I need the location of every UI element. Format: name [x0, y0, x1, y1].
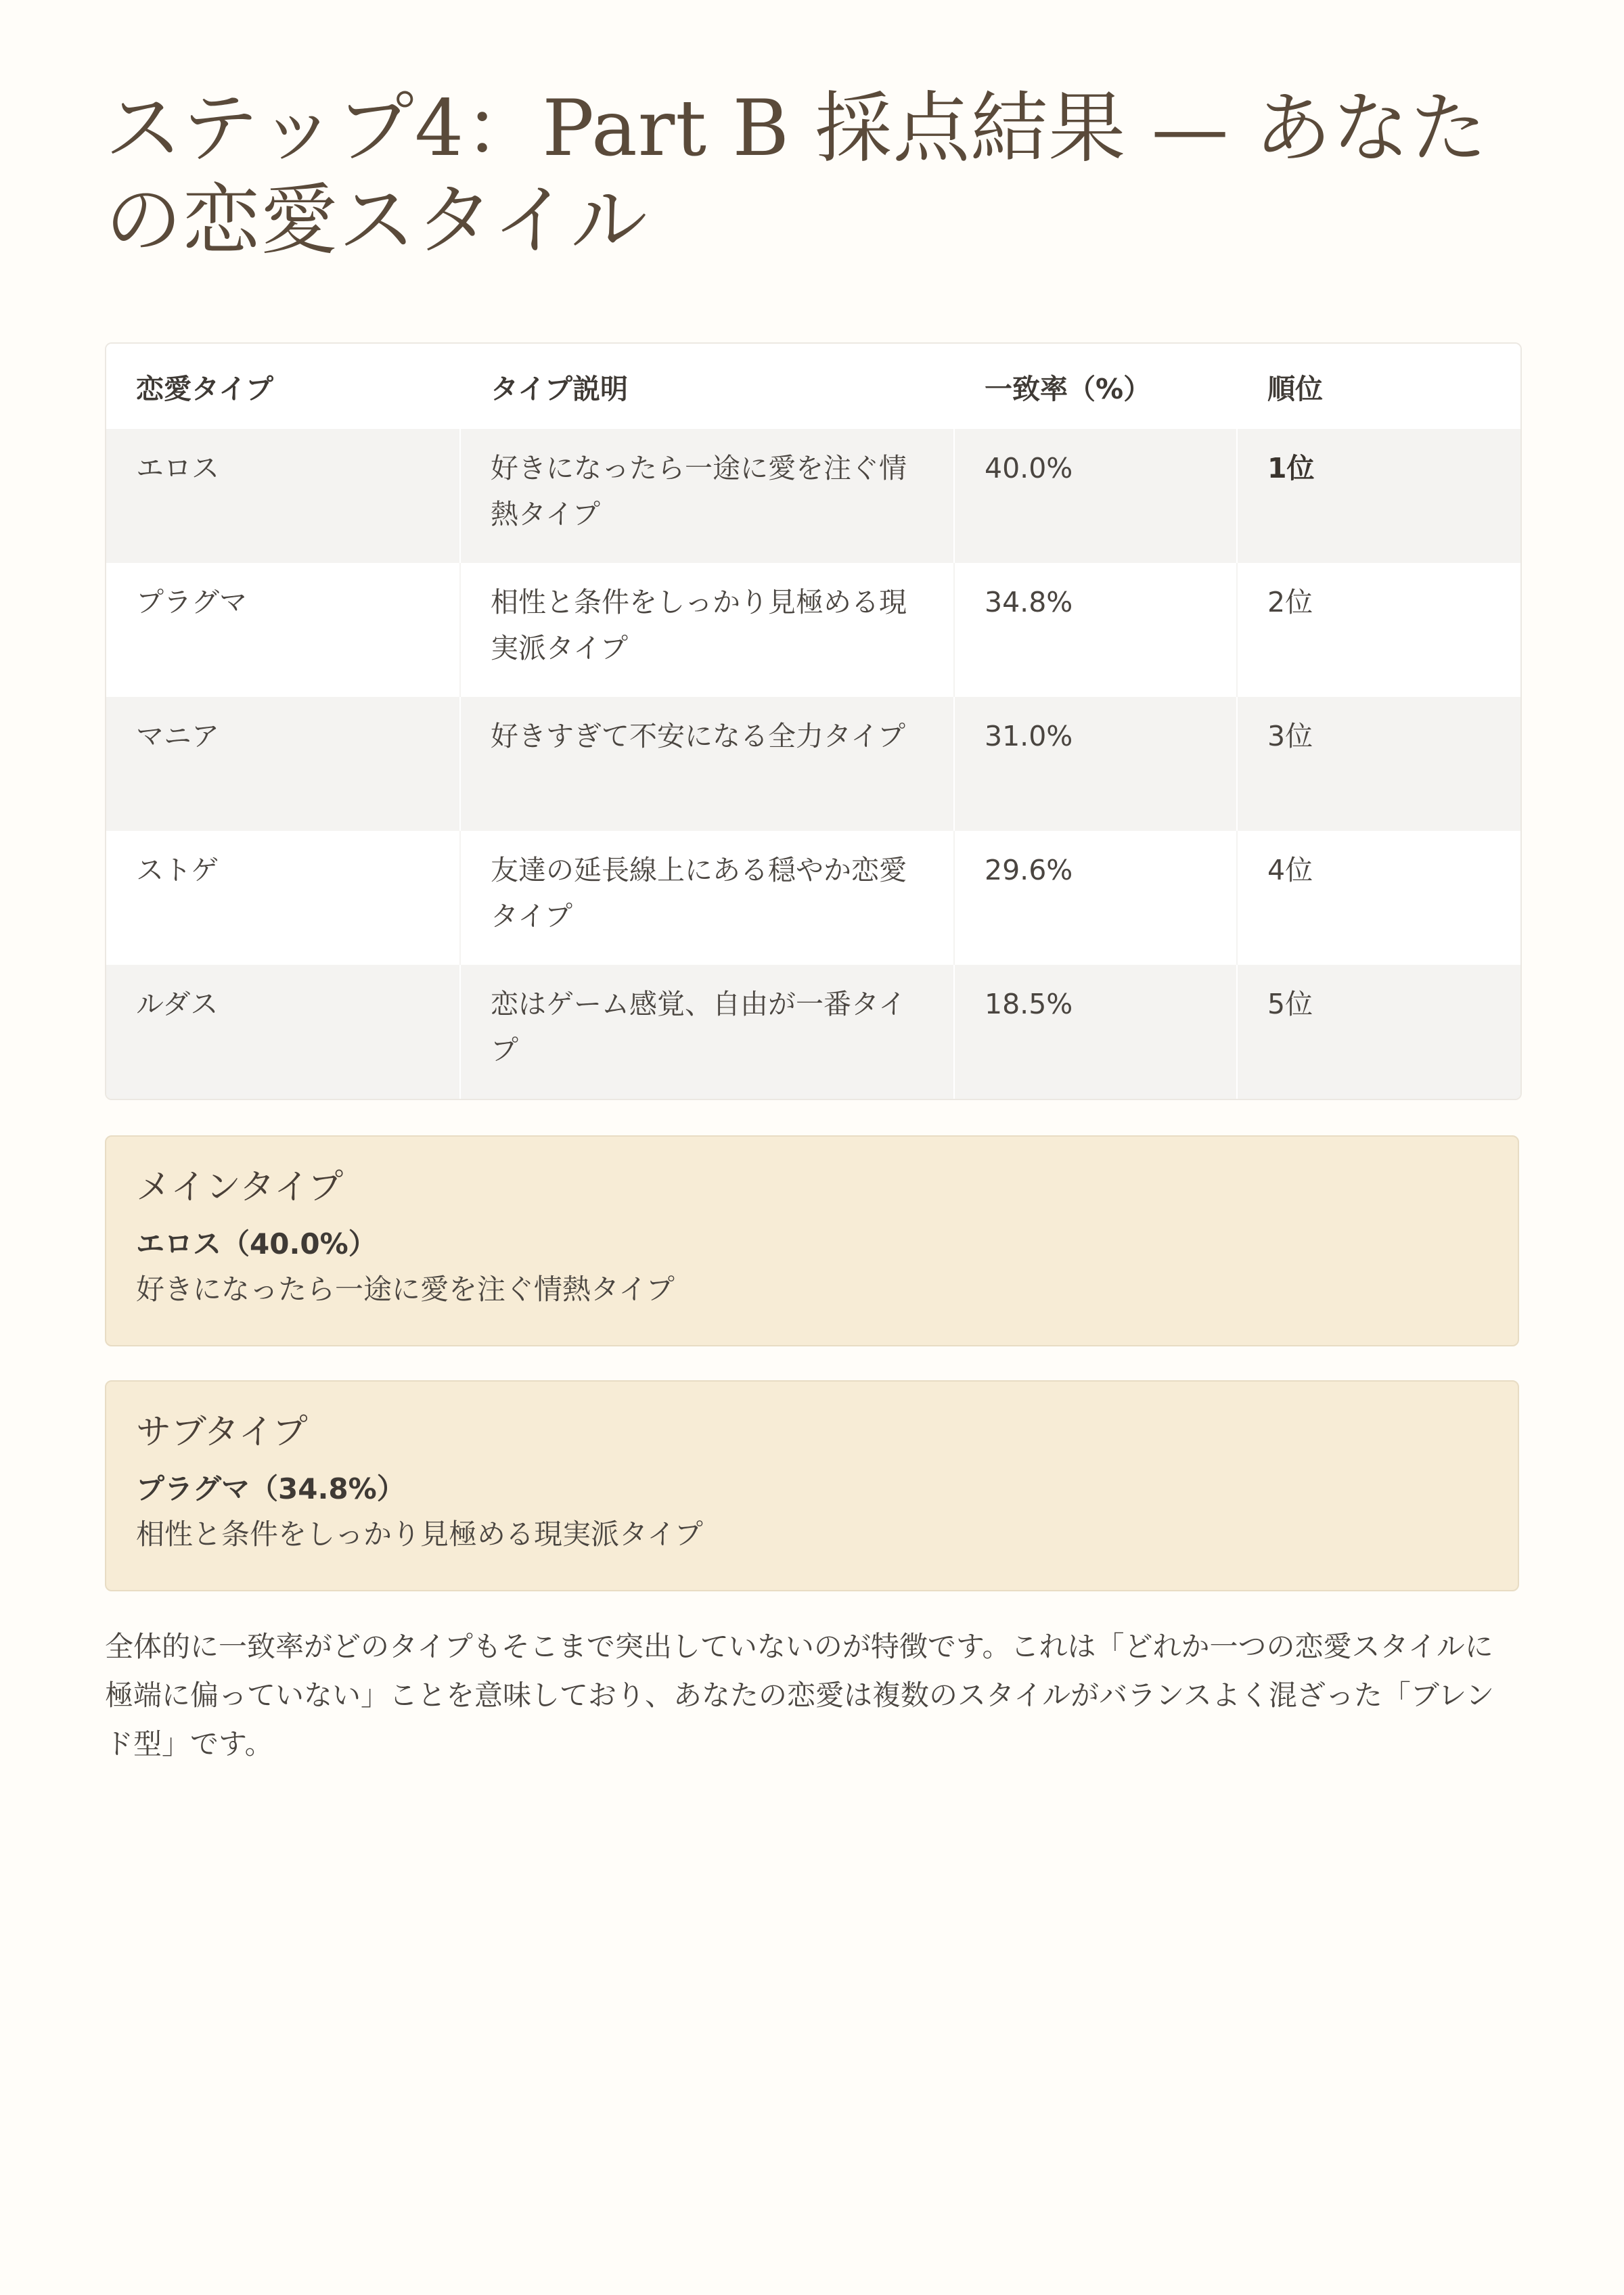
cell-type: ストゲ: [106, 831, 460, 965]
header-love-type: 恋愛タイプ: [106, 344, 460, 429]
cell-description: 相性と条件をしっかり見極める現実派タイプ: [460, 563, 954, 697]
table-row: [106, 831, 1520, 965]
cell-match: 31.0%: [954, 697, 1237, 831]
sub-type-callout: [105, 1380, 1519, 1591]
cell-match: 29.6%: [954, 831, 1237, 965]
cell-match: 18.5%: [954, 965, 1237, 1099]
cell-rank: 2位: [1237, 563, 1520, 697]
cell-type: エロス: [106, 429, 460, 563]
table-header-row: [106, 344, 1520, 429]
cell-match: 40.0%: [954, 429, 1237, 563]
header-match-rate: 一致率（%）: [954, 344, 1237, 429]
main-type-description: 好きになったら一途に愛を注ぐ情熱タイプ: [136, 1273, 675, 1306]
cell-type: プラグマ: [106, 563, 460, 697]
main-type-heading: メインタイプ: [136, 1167, 344, 1208]
cell-description: 好きになったら一途に愛を注ぐ情熱タイプ: [460, 429, 954, 563]
cell-match: 34.8%: [954, 563, 1237, 697]
cell-rank: 1位: [1237, 429, 1520, 563]
table-row: [106, 429, 1520, 563]
cell-rank: 5位: [1237, 965, 1520, 1099]
sub-type-name: プラグマ（34.8%）: [136, 1472, 405, 1505]
page-title: ステップ4：Part B 採点結果 — あなたの恋愛スタイル: [105, 83, 1488, 265]
cell-type: マニア: [106, 697, 460, 831]
main-type-name: エロス（40.0%）: [136, 1227, 377, 1260]
table-row: [106, 563, 1520, 697]
cell-description: 友達の延長線上にある穏やか恋愛タイプ: [460, 831, 954, 965]
sub-type-description: 相性と条件をしっかり見極める現実派タイプ: [136, 1518, 703, 1551]
table-row: [106, 965, 1520, 1099]
cell-rank: 3位: [1237, 697, 1520, 831]
cell-type: ルダス: [106, 965, 460, 1099]
sub-type-heading: サブタイプ: [136, 1412, 308, 1453]
document-page: [105, 0, 1519, 1797]
results-table: [105, 342, 1522, 1100]
summary-paragraph: 全体的に一致率がどのタイプもそこまで突出していないのが特徴です。これは「どれか一つの恋愛スタイルに極端に偏っていない」ことを意味しており、あなたの恋愛は複数のスタイルがバランスよく混ざった「ブレンド型」です。: [105, 1630, 1495, 1760]
table-row: [106, 697, 1520, 831]
header-type-description: タイプ説明: [460, 344, 954, 429]
header-rank: 順位: [1237, 344, 1520, 429]
cell-description: 恋はゲーム感覚、自由が一番タイプ: [460, 965, 954, 1099]
cell-rank: 4位: [1237, 831, 1520, 965]
cell-description: 好きすぎて不安になる全力タイプ: [460, 697, 954, 831]
main-type-callout: [105, 1135, 1519, 1346]
